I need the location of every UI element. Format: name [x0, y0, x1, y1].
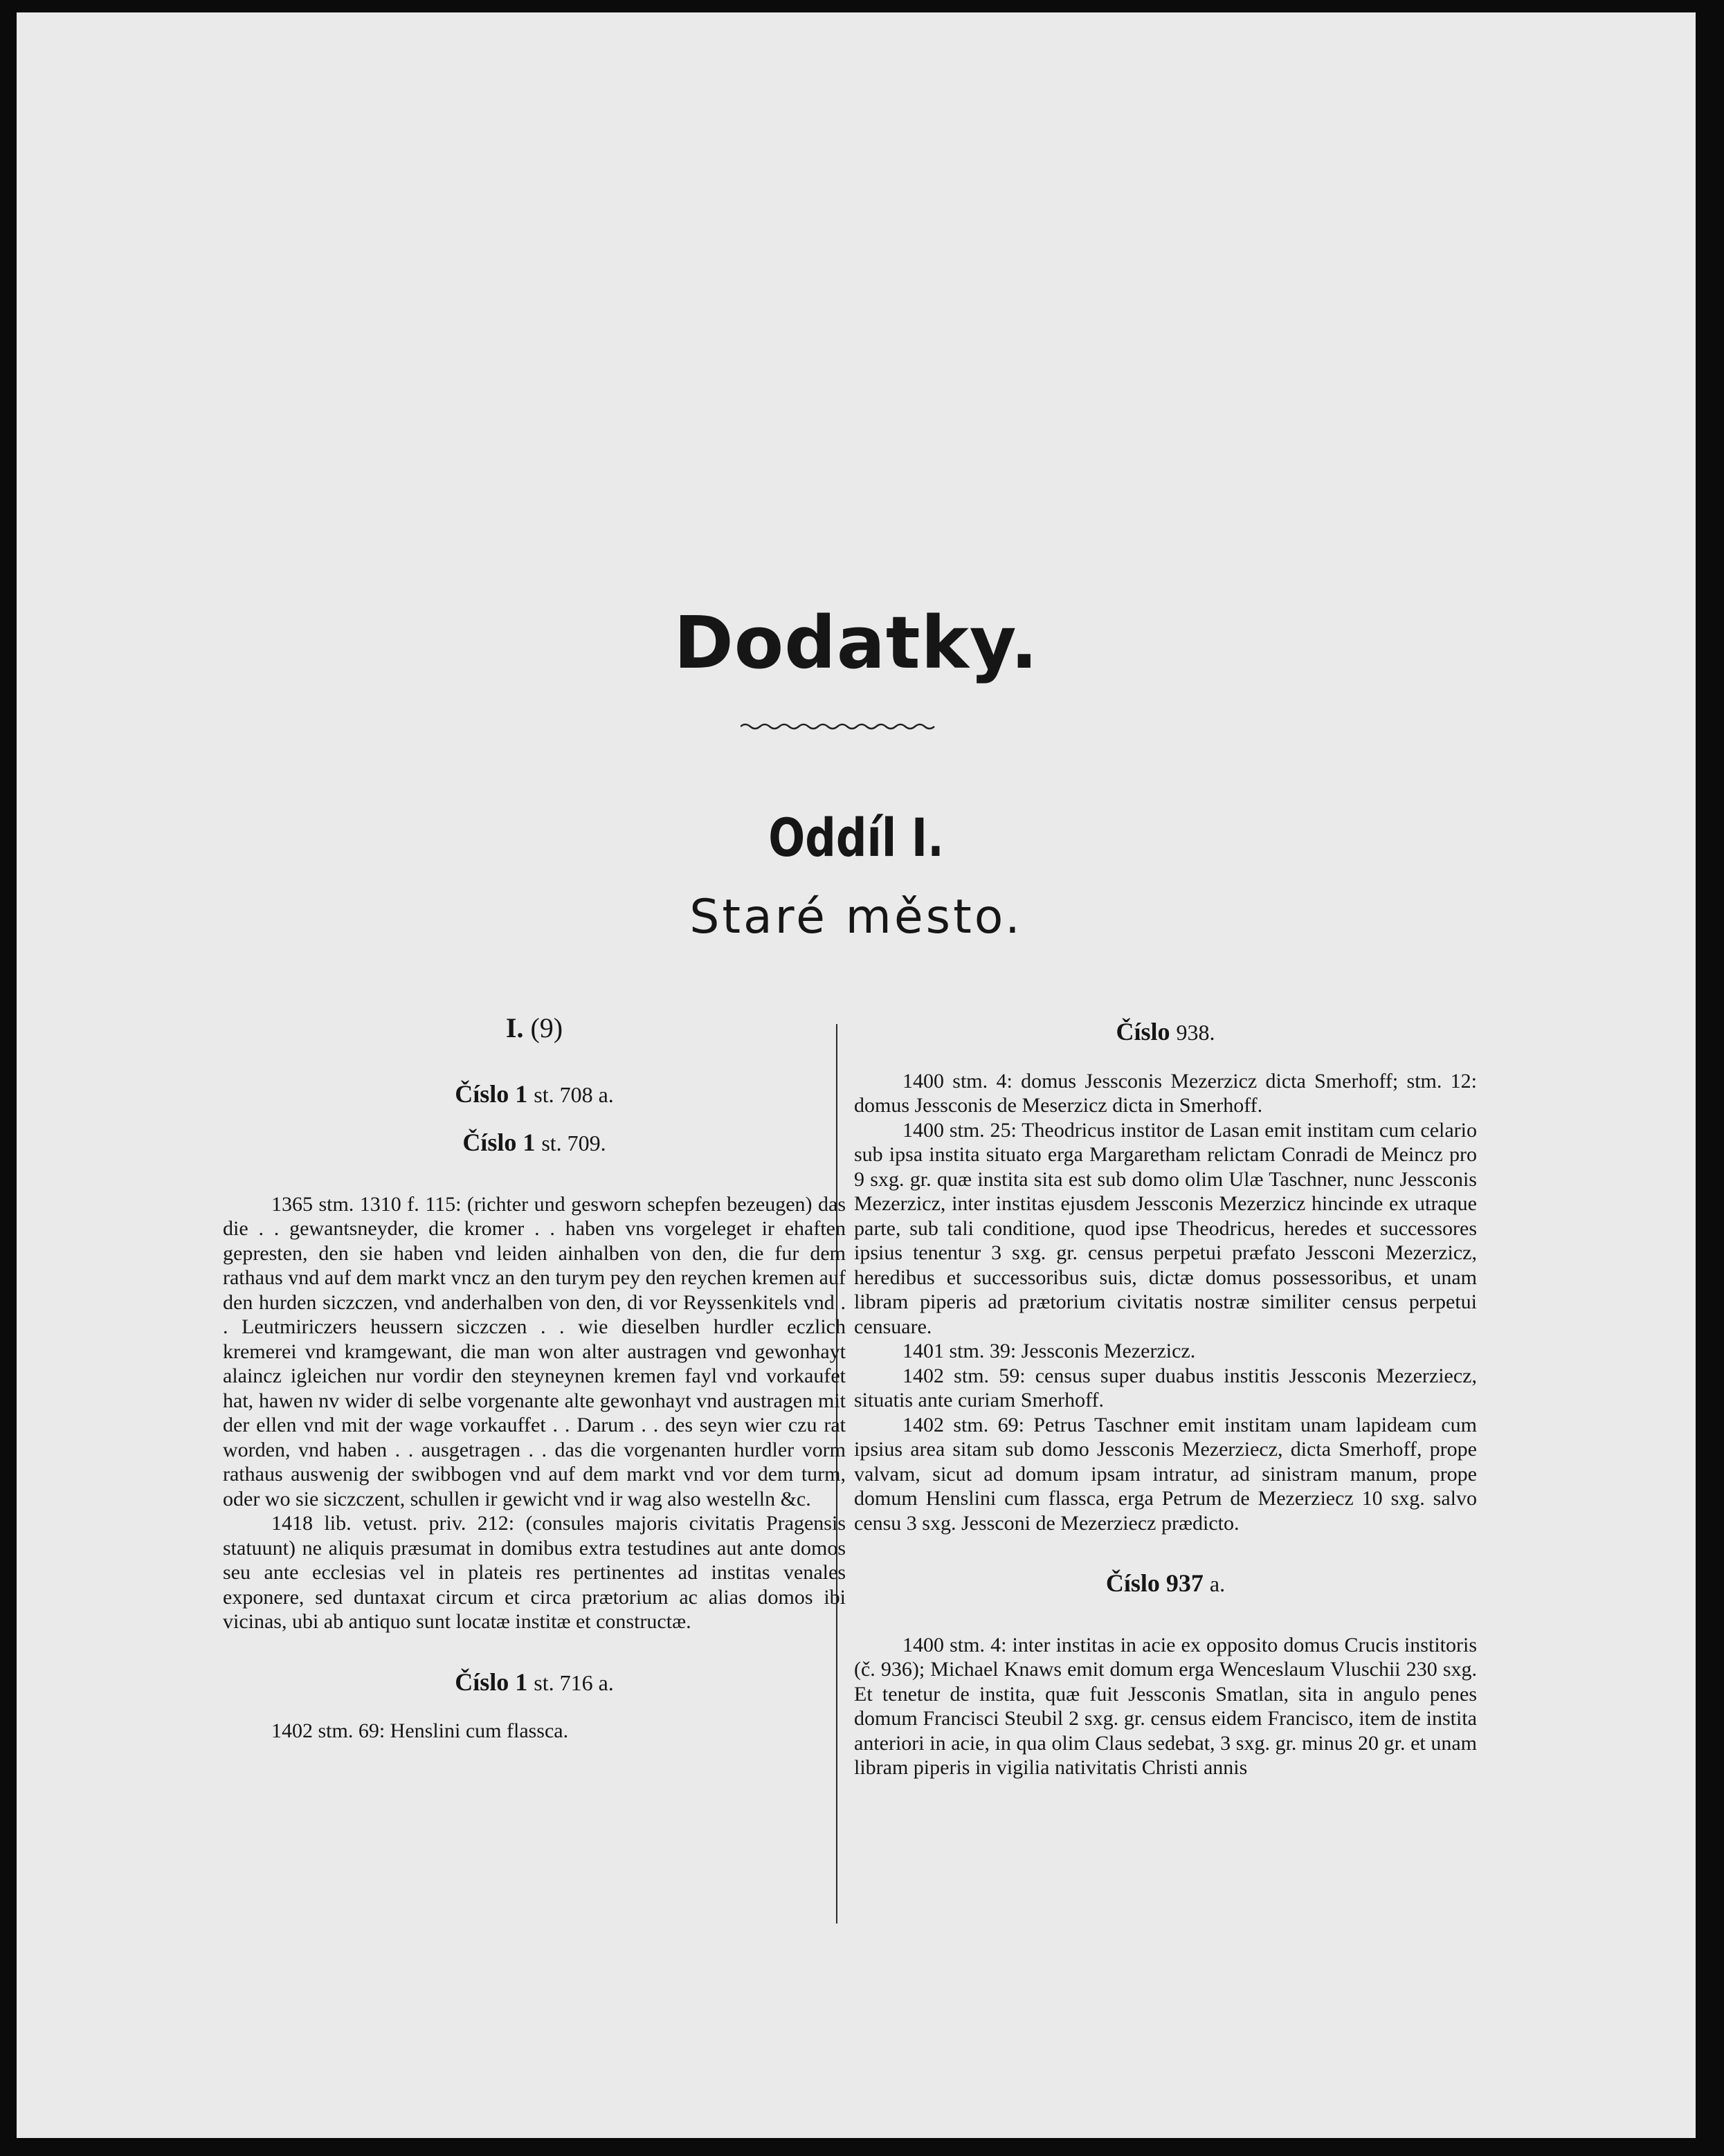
entry-heading	[223, 1079, 846, 1108]
entry-heading-number: 938.	[1176, 1020, 1215, 1045]
entry-heading-label: Číslo	[1116, 1018, 1170, 1045]
entry-heading	[223, 1131, 846, 1156]
entry-heading-number: a.	[1209, 1571, 1226, 1596]
entry-heading-label: Číslo 1	[455, 1668, 528, 1696]
page-title: Dodatky.	[673, 601, 1039, 685]
paragraph: 1402 stm. 69: Petrus Taschner emit institam unam lapideam cum ipsius area sitam sub domo Jessconis Mezerziecz, dicta Smerhoff, prope valvam, sicut ad domum ipsam intratur, ad sinistram manum, prope domum Henslini cum flassca, erga Petrum de Mezerziecz 10 sxg. salvo censu 3 sxg. Jessconi de Mezerziecz prædicto.	[854, 1413, 1477, 1535]
paragraph: 1418 lib. vetust. priv. 212: (consules majoris civitatis Pragensis statuunt) ne aliquis præsumat in domibus extra testudines aut ante domos seu ante ecclesias vel in plateis res pertinentes ad institas venales exponere, sed duntaxat circum et circa prætorium ac alias domos ibi vicinas, ubi ab antiquo sunt locatæ institæ et constructæ.	[223, 1512, 846, 1633]
roman-note: (9)	[530, 1012, 563, 1043]
entry-heading	[854, 1571, 1477, 1597]
roman-number: I.	[505, 1012, 524, 1043]
entry-heading-label: Číslo 937	[1105, 1569, 1204, 1597]
entry-heading-number: st. 716 a.	[534, 1670, 614, 1695]
paragraph: 1365 stm. 1310 f. 115: (richter und gesworn schepfen bezeugen) das die . . gewantsneyder, die kromer . . haben vns vorgeleget ir ehaften gepresten, den sie haben vnd leiden ainhalben von den, die fur dem rathaus vnd auf dem markt vncz an den turym pey den reychen kremen auf den hurden siczczen, vnd anderhalben von den, di vor Reyssenkitels vnd . . Leutmiriczers heussern siczczen . . wie dieselben hurdler eczlich kremerei vnd kramgewant, die man won alter austragen vnd gewonhayt alaincz igleichen nur vordir den steyneynen kremen fayl vnd vorkaufet hat, hawen nv wider di selbe vorgenante alte gewonhayt vnd austragen mit der ellen vnd mit der wage vorkauffet . . Darum . . des seyn wier czu rat worden, vnd haben . . ausgetragen . . das die vorgenanten hurdler vorm rathaus auswenig der swibbogen vnd auf dem markt vnd vor dem turm, oder wo sie siczczent, schullen ir gewicht vnd ir wag also westelln &c.	[223, 1192, 846, 1510]
subsection-heading: Staré město.	[689, 890, 1023, 944]
document-page	[17, 12, 1696, 2138]
section-heading: Oddíl I.	[768, 807, 944, 868]
entry-heading-label: Číslo 1	[455, 1079, 528, 1108]
paragraph: 1400 stm. 4: domus Jessconis Mezerzicz dicta Smerhoff; stm. 12: domus Jessconis de Meserzicz dicta in Smerhoff.	[854, 1069, 1477, 1117]
entry-heading-label: Číslo 1	[462, 1129, 536, 1156]
wave-ornament	[741, 721, 941, 732]
entry-heading-number: st. 708 a.	[534, 1081, 614, 1107]
paragraph: 1401 stm. 39: Jessconis Mezerzicz.	[902, 1340, 1196, 1362]
paragraph: 1400 stm. 4: inter institas in acie ex opposito domus Crucis institoris (č. 936); Michael Knaws emit domum erga Wenceslaum Vluschii 230 sxg. Et tenetur de instita, quæ fuit Jessconis Smatlan, sita in angulo penes domum Francisci Steubil 2 sxg. gr. census eidem Francisco, item de instita anteriori in acie, in qua olim Claus sedebat, 3 sxg. gr. minus 20 gr. et unam libram piperis in vigilia nativitatis Christi annis	[854, 1633, 1477, 1779]
left-column	[223, 1012, 846, 1744]
entry-heading	[223, 1670, 846, 1696]
paragraph: 1402 stm. 69: Henslini cum flassca.	[271, 1719, 569, 1742]
right-column	[854, 1016, 1477, 1780]
entry-heading	[854, 1020, 1477, 1045]
paragraph: 1400 stm. 25: Theodricus institor de Lasan emit institam cum celario sub ipsa instita situato erga Margaretham relictam Conradi de Meincz pro 9 sxg. gr. quæ instita sita est sub domo olim Ulæ Taschner, nunc Jessconis Mezerzicz, inter institas ejusdem Jessconis Mezerzicz hincinde ex utraque parte, sub tali conditione, quod ipse Theodricus, heredes et successores ipsius tenentur 3 sxg. gr. census perpetui præfato Jessconi Mezerzicz, heredibus et successoribus suis, dictæ domus possessoribus, et unam libram piperis ad prætorium civitatis nostræ similiter census perpetui censuare.	[854, 1118, 1477, 1338]
paragraph: 1402 stm. 59: census super duabus institis Jessconis Mezerziecz, situatis ante curiam Smerhoff.	[854, 1364, 1477, 1412]
roman-heading	[223, 1012, 846, 1043]
entry-heading-number: st. 709.	[541, 1131, 606, 1155]
